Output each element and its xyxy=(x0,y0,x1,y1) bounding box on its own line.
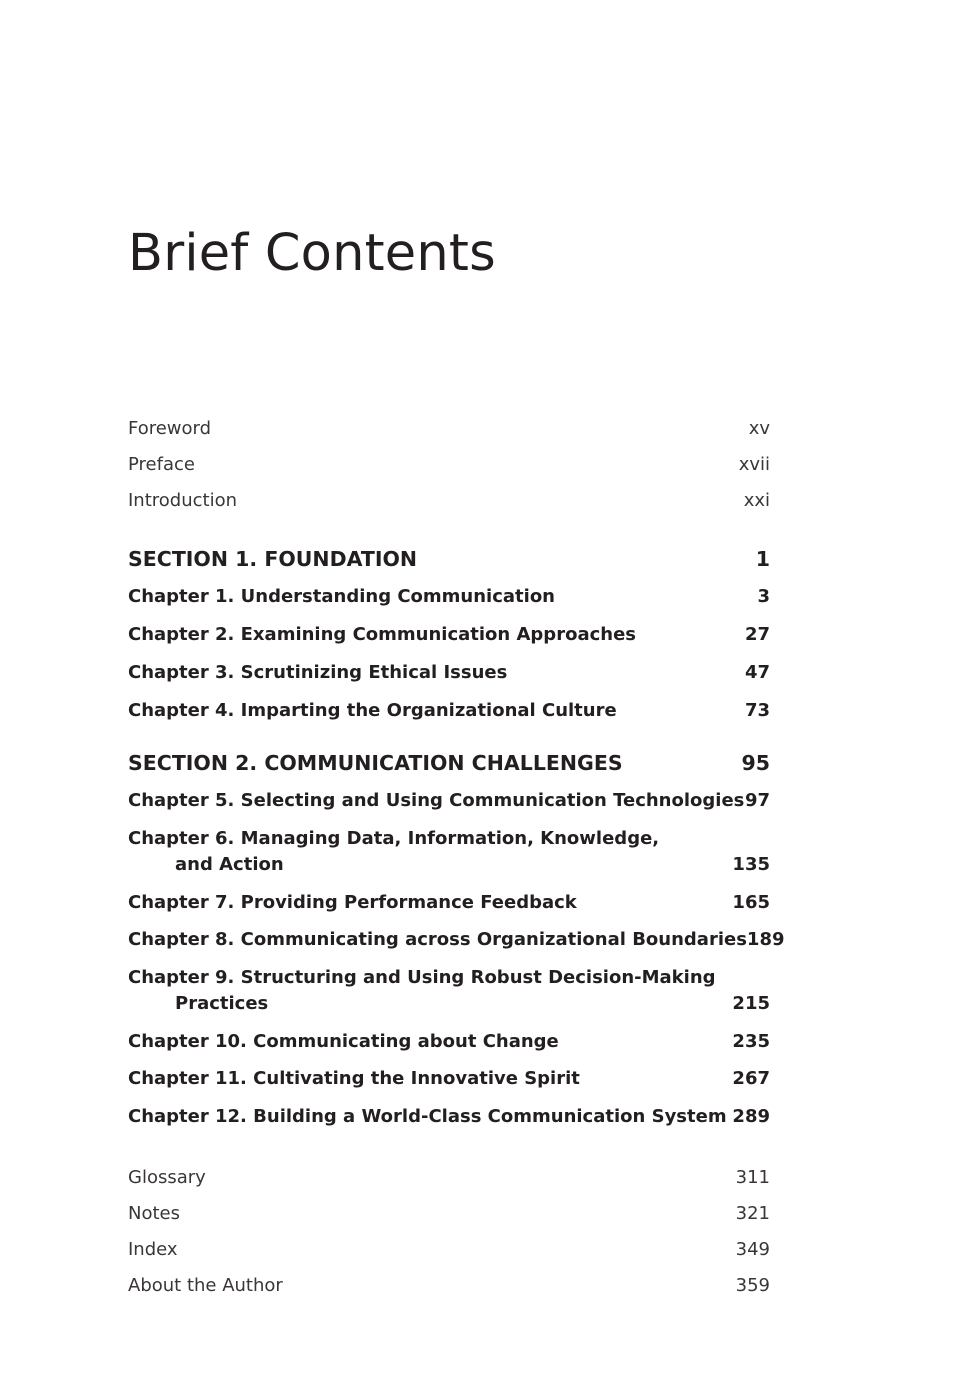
chapter-page: 73 xyxy=(744,700,770,721)
chapter-label: Chapter 12. Building a World-Class Communication System xyxy=(128,1106,727,1127)
chapter-page: 189 xyxy=(746,929,785,950)
toc-entry-notes xyxy=(128,1202,770,1226)
entry-page: 311 xyxy=(735,1167,770,1188)
entry-label: Foreword xyxy=(128,418,212,439)
chapter-page: 289 xyxy=(732,1106,770,1127)
entry-page: 359 xyxy=(735,1275,770,1296)
page-title: Brief Contents xyxy=(128,224,496,283)
entry-page: 321 xyxy=(735,1203,770,1224)
chapter-label: Chapter 7. Providing Performance Feedback xyxy=(128,892,577,913)
chapter-label: Chapter 1. Understanding Communication xyxy=(128,586,555,607)
toc-chapter-2 xyxy=(128,622,770,648)
chapter-label-line2: Practices xyxy=(175,993,269,1014)
entry-page: 349 xyxy=(735,1239,770,1260)
toc-entry-introduction xyxy=(128,489,770,513)
toc-section-1 xyxy=(128,545,770,573)
toc-entry-index xyxy=(128,1238,770,1262)
chapter-label xyxy=(128,965,716,1017)
chapter-page: 3 xyxy=(757,586,770,607)
chapter-label-line2: and Action xyxy=(175,854,284,875)
entry-label: About the Author xyxy=(128,1275,283,1296)
section-label: SECTION 1. FOUNDATION xyxy=(128,547,418,571)
chapter-page: 135 xyxy=(732,854,770,875)
toc-entry-preface xyxy=(128,453,770,477)
chapter-label: Chapter 2. Examining Communication Approaches xyxy=(128,624,636,645)
section-page: 95 xyxy=(741,751,770,775)
toc-chapter-6 xyxy=(128,826,770,878)
chapter-label: Chapter 4. Imparting the Organizational Culture xyxy=(128,700,617,721)
section-page: 1 xyxy=(755,547,770,571)
chapter-label: Chapter 10. Communicating about Change xyxy=(128,1031,559,1052)
entry-page: xv xyxy=(748,418,770,439)
chapter-page: 165 xyxy=(732,892,770,913)
toc-section-2 xyxy=(128,749,770,777)
chapter-page: 27 xyxy=(744,624,770,645)
chapter-page: 215 xyxy=(732,993,770,1014)
toc-chapter-9 xyxy=(128,965,770,1017)
chapter-label: Chapter 8. Communicating across Organizational Boundaries xyxy=(128,929,747,950)
chapter-label: Chapter 11. Cultivating the Innovative Spirit xyxy=(128,1068,580,1089)
toc-chapter-12 xyxy=(128,1104,770,1130)
chapter-label: Chapter 3. Scrutinizing Ethical Issues xyxy=(128,662,508,683)
toc-chapter-3 xyxy=(128,660,770,686)
toc-chapter-4 xyxy=(128,698,770,724)
chapter-page: 267 xyxy=(732,1068,770,1089)
chapter-page: 97 xyxy=(744,790,770,811)
toc-chapter-8 xyxy=(128,927,785,953)
entry-label: Notes xyxy=(128,1203,180,1224)
chapter-label-line1: Chapter 9. Structuring and Using Robust Decision-Making xyxy=(128,967,716,988)
toc-chapter-11 xyxy=(128,1066,770,1092)
chapter-label xyxy=(128,826,659,878)
toc-entry-about-the-author xyxy=(128,1274,770,1298)
toc-entry-foreword xyxy=(128,417,770,441)
chapter-label: Chapter 5. Selecting and Using Communication Technologies xyxy=(128,790,745,811)
chapter-page: 235 xyxy=(732,1031,770,1052)
toc-chapter-5 xyxy=(128,788,770,814)
entry-page: xvii xyxy=(738,454,770,475)
chapter-page: 47 xyxy=(744,662,770,683)
toc-chapter-1 xyxy=(128,584,770,610)
section-label: SECTION 2. COMMUNICATION CHALLENGES xyxy=(128,751,623,775)
entry-page: xxi xyxy=(743,490,770,511)
chapter-label-line1: Chapter 6. Managing Data, Information, Knowledge, xyxy=(128,828,660,849)
toc-chapter-10 xyxy=(128,1029,770,1055)
toc-chapter-7 xyxy=(128,890,770,916)
toc-entry-glossary xyxy=(128,1166,770,1190)
entry-label: Introduction xyxy=(128,490,238,511)
entry-label: Preface xyxy=(128,454,195,475)
entry-label: Glossary xyxy=(128,1167,206,1188)
entry-label: Index xyxy=(128,1239,178,1260)
